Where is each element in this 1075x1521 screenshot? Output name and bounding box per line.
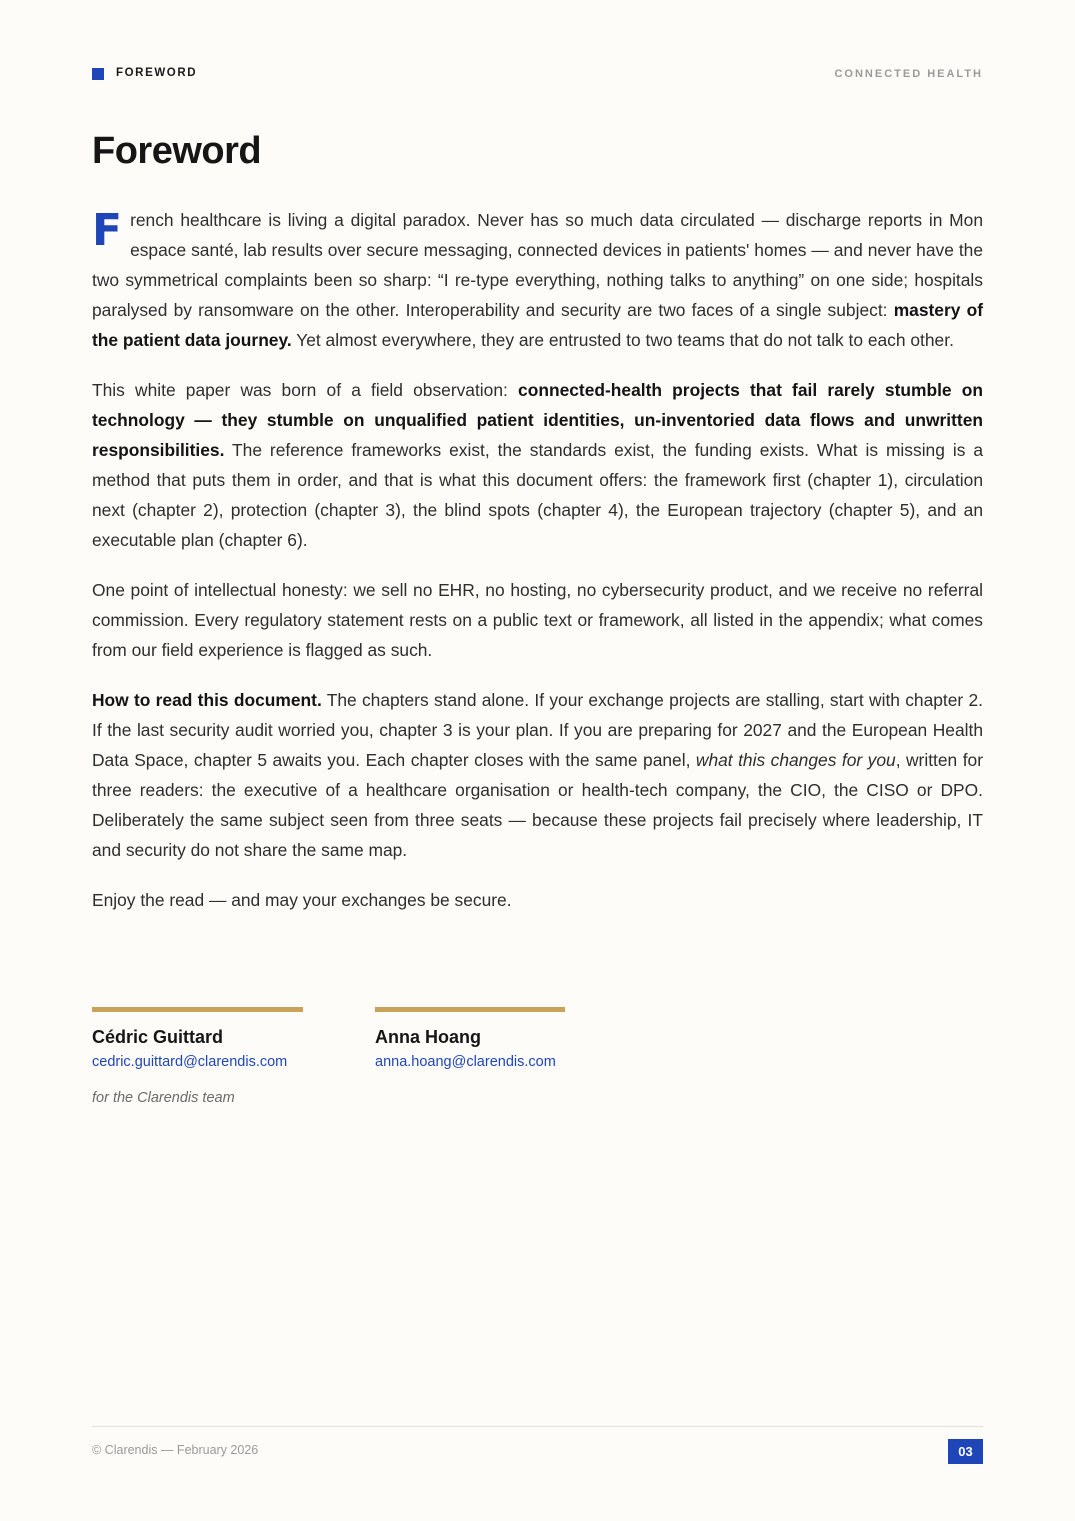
paragraph-text: , written for three readers: the executive of a healthcare organisation or health-tech company, the CIO, the CISO or DPO. Deliberately the same subject seen from three seats — because these projects fail precisely where leadership, IT and security do not share the same map. — [92, 750, 983, 860]
page-title: Foreword — [92, 130, 262, 172]
paragraph-observation — [92, 375, 983, 555]
paragraph-text: rench healthcare is living a digital paradox. Never has so much data circulated — discharge reports in Mon espace santé, lab results over secure messaging, connected devices in patients' homes — and never have the two symmetrical complaints been so sharp: “I re-type everything, nothing talks to anything” on one side; hospitals paralysed by ransomware on the other. Interoperability and security are two faces of a single subject: — [92, 210, 983, 320]
signature-rule — [92, 1007, 303, 1012]
page-number-badge: 03 — [948, 1439, 983, 1464]
emphasis-text: connected-health projects that fail rarely stumble on technology — they stumble on unqualified patient identities, un-inventoried data flows and unwritten responsibilities. — [92, 380, 983, 460]
footer-divider — [92, 1426, 983, 1427]
paragraph-how-to-read — [92, 685, 983, 865]
paragraph-text: Enjoy the read — and may your exchanges be secure. — [92, 890, 512, 910]
signature-rule — [375, 1007, 565, 1012]
drop-cap: F — [92, 205, 123, 256]
author-email-link[interactable]: anna.hoang@clarendis.com — [375, 1054, 556, 1070]
emphasis-text: mastery of the patient data journey. — [92, 300, 983, 350]
author-name: Cédric Guittard — [92, 1027, 224, 1047]
paragraph-text: Yet almost everywhere, they are entrusted to two teams that do not talk to each other. — [291, 330, 954, 350]
emphasis-text: How to read this document. — [92, 690, 322, 710]
document-page — [92, 0, 983, 1521]
italic-text: what this changes for you — [695, 750, 896, 770]
signature-block — [92, 1007, 983, 1117]
author-name: Anna Hoang — [375, 1027, 481, 1047]
team-note: for the Clarendis team — [92, 1090, 235, 1106]
author-email-link[interactable]: cedric.guittard@clarendis.com — [92, 1054, 288, 1070]
signature-author-1 — [92, 1007, 303, 1070]
paragraph-text: One point of intellectual honesty: we sell no EHR, no hosting, no cybersecurity product, and we receive no referral commission. Every regulatory statement rests on a public text or framework, all listed in the appendix; what comes from our field experience is flagged as such. — [92, 580, 983, 660]
paragraph-text: This white paper was born of a field observation: — [92, 380, 519, 400]
foreword-body — [92, 205, 983, 935]
running-header — [92, 66, 983, 82]
signature-author-2 — [375, 1007, 565, 1070]
section-marker-square — [92, 68, 104, 80]
section-label: FOREWORD — [116, 67, 198, 79]
paragraph-closing — [92, 885, 983, 915]
brand-label: CONNECTED HEALTH — [834, 68, 983, 80]
paragraph-honesty — [92, 575, 983, 665]
paragraph-text: The reference frameworks exist, the standards exist, the funding exists. What is missing is a method that puts them in order, and that is what this document offers: the framework first (chapter 1), circulation next (chapter 2), protection (chapter 3), the blind spots (chapter 4), the European trajectory (chapter 5), and an executable plan (chapter 6). — [92, 440, 983, 550]
paragraph-intro — [92, 205, 983, 355]
paragraph-text: The chapters stand alone. If your exchange projects are stalling, start with chapter 2. If the last security audit worried you, chapter 3 is your plan. If you are preparing for 2027 and the European Health Data Space, chapter 5 awaits you. Each chapter closes with the same panel, — [92, 690, 983, 770]
footer-copyright: © Clarendis — February 2026 — [92, 1443, 259, 1457]
